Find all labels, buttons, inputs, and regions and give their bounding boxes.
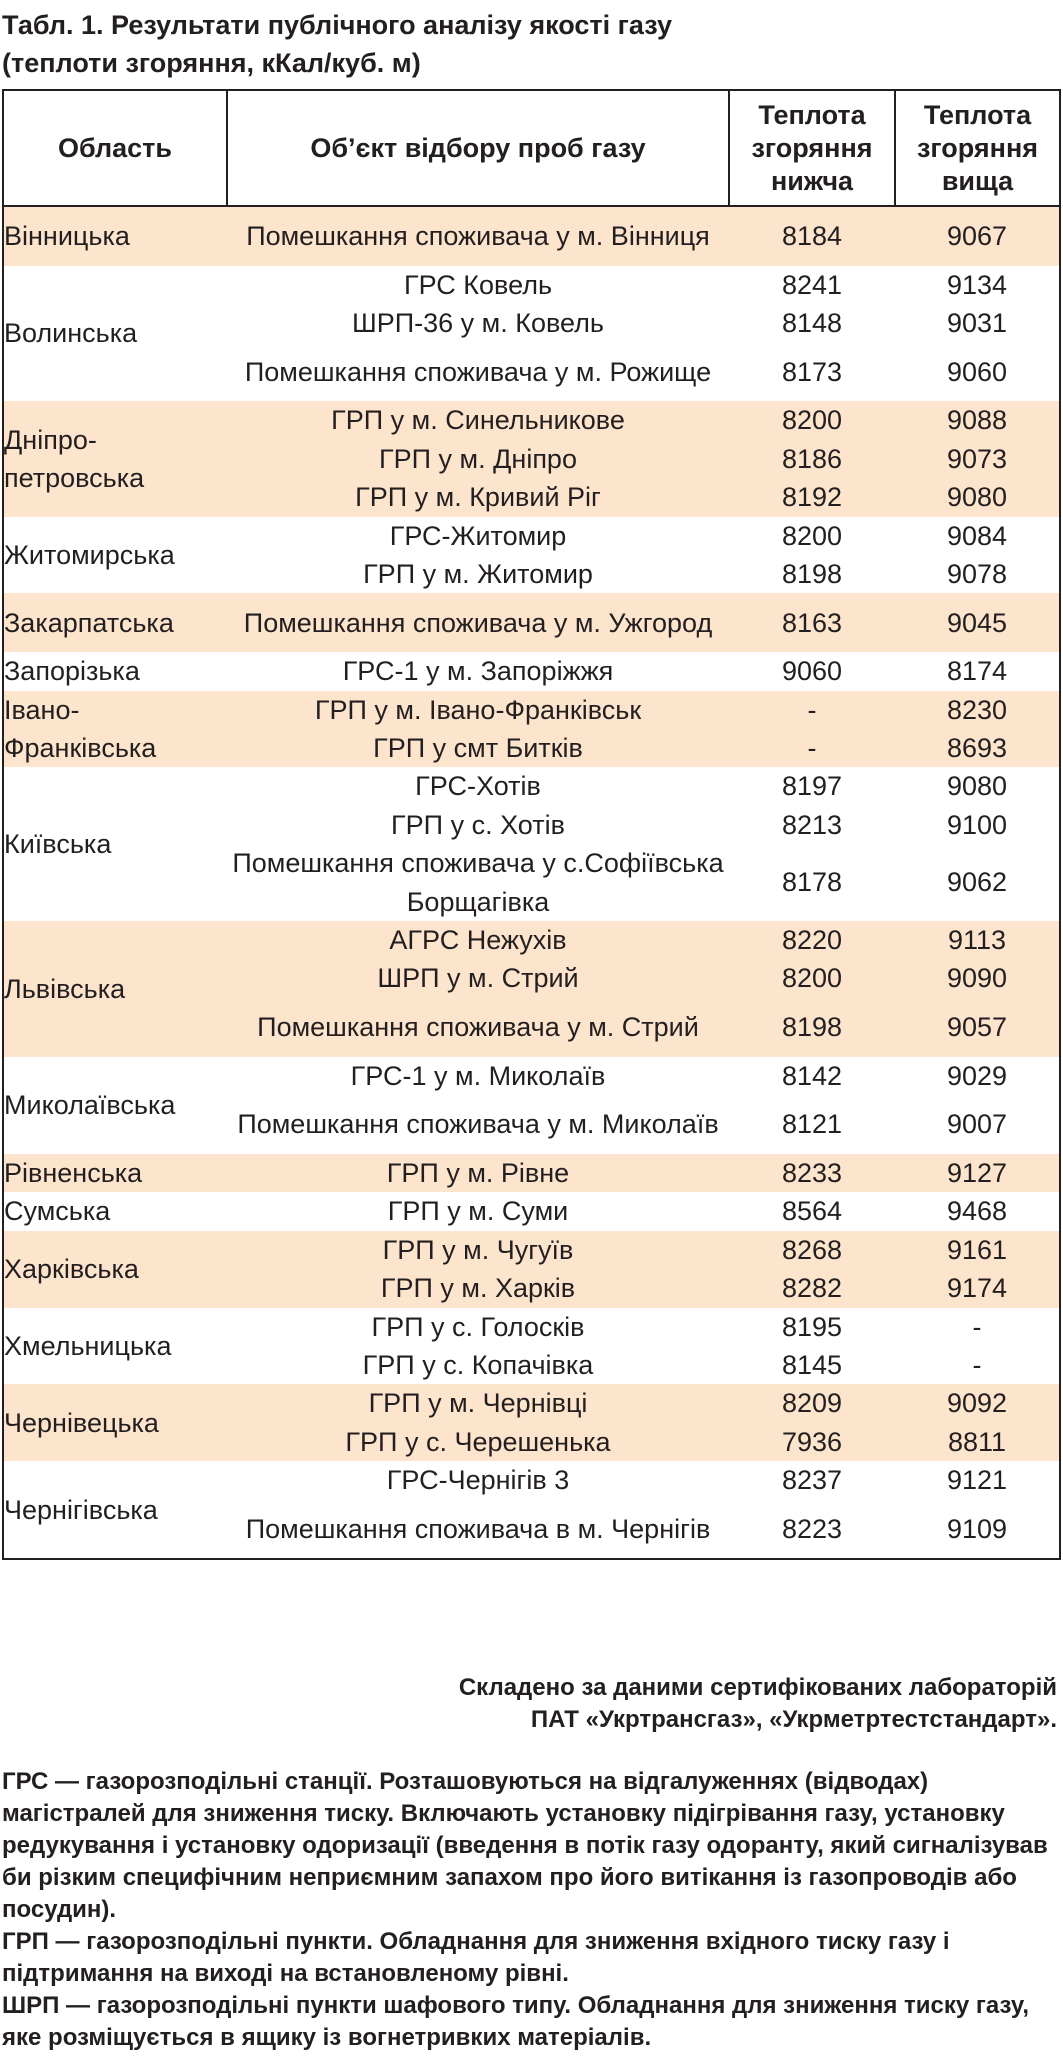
site-cell: ГРП у м. Чернівці — [227, 1384, 729, 1422]
site-cell: ШРП-36 у м. Ковель — [352, 308, 604, 339]
site-cell: ГРП у с. Голосків — [371, 1311, 585, 1342]
high-heat-cell: 9080 — [895, 478, 1060, 516]
low-heat-cell: 9060 — [781, 656, 843, 687]
low-heat-cell: 8282 — [729, 1269, 895, 1307]
low-heat-cell: 7936 — [729, 1423, 895, 1461]
site-cell: ГРП у м. Кривий Ріг — [227, 478, 729, 516]
region-cell: Вінницька — [3, 206, 227, 266]
high-heat-cell: 9100 — [946, 809, 1008, 840]
low-heat-cell: 8186 — [729, 440, 895, 478]
high-heat-cell: 9134 — [946, 269, 1008, 300]
header-region: Область — [3, 90, 227, 206]
site-cell: Помешкання споживача у м. Стрий — [227, 998, 729, 1057]
region-cell: Івано-Франківська — [3, 691, 227, 768]
low-heat-cell: 8148 — [781, 308, 843, 339]
site-cell: ГРП у м. Суми — [387, 1196, 569, 1227]
site-cell: ГРП у м. Чугуїв — [227, 1231, 729, 1269]
table-title — [2, 6, 1052, 82]
site-cell: Помешкання споживача в м. Чернігів — [245, 1513, 711, 1544]
site-cell: ГРС-Чернігів 3 — [386, 1465, 570, 1496]
site-cell: АГРС Нежухів — [227, 921, 729, 959]
high-heat-cell: 9045 — [895, 593, 1060, 652]
source-line-2: ПАТ «Укртрансгаз», «Укрметртестстандарт». — [530, 1706, 1057, 1733]
table-row — [3, 767, 1060, 805]
site-cell: ГРП у м. Синельникове — [227, 401, 729, 439]
low-heat-cell: 8197 — [781, 771, 843, 802]
low-heat-cell: 8163 — [729, 593, 895, 652]
table-row — [3, 517, 1060, 555]
high-heat-cell: 9174 — [895, 1269, 1060, 1307]
header-low-heat: Теплота згоряння нижча — [729, 90, 895, 206]
high-heat-cell: 9067 — [895, 206, 1060, 266]
site-cell: ГРП у смт Битків — [227, 729, 729, 767]
table-row — [3, 266, 1060, 304]
high-heat-cell: 9057 — [895, 998, 1060, 1057]
low-heat-cell: 8237 — [781, 1465, 843, 1496]
site-cell: ГРС-1 у м. Запоріжжя — [342, 656, 614, 687]
table-row — [3, 1231, 1060, 1269]
low-heat-cell: 8200 — [781, 520, 843, 551]
region-cell: Запорізька — [4, 656, 140, 687]
site-cell: ГРС-Хотів — [415, 771, 541, 802]
high-heat-cell: 9090 — [895, 959, 1060, 997]
low-heat-cell: 8268 — [729, 1231, 895, 1269]
low-heat-cell: - — [729, 729, 895, 767]
high-heat-cell: 9031 — [946, 308, 1008, 339]
high-heat-cell: 9161 — [895, 1231, 1060, 1269]
title-line-2: (теплоти згоряння, кКал/куб. м) — [2, 48, 421, 78]
table-body — [3, 206, 1060, 1559]
note-grs: ГРС — газорозподільні станції. Розташовуються на відгалуженнях (відводах) магістралей для зниження тиску. Включають установку підігрівання газу, установку редукування і установку одоризації (введення в потік газу одоранту, який сигналізував би різким специфічним неприємним запахом про його витікання із газопроводів або посудин). — [2, 1768, 1048, 1923]
high-heat-cell: 8174 — [946, 656, 1008, 687]
high-heat-cell: 9060 — [946, 356, 1008, 387]
table-row — [3, 401, 1060, 439]
region-cell: Миколаївська — [4, 1090, 176, 1121]
high-heat-cell: 9109 — [946, 1513, 1008, 1544]
low-heat-cell: 8198 — [781, 559, 843, 590]
site-cell: Помешкання споживача у с.Софіївська Борщагівка — [232, 848, 724, 917]
region-cell: Чернівецька — [3, 1384, 227, 1461]
region-cell: Волинська — [4, 318, 138, 349]
site-cell: ГРП у м. Харків — [227, 1269, 729, 1307]
high-heat-cell: 9468 — [946, 1196, 1008, 1227]
high-heat-cell: 9092 — [895, 1384, 1060, 1422]
region-cell: Житомирська — [4, 539, 175, 570]
site-cell: ГРП у с. Хотів — [391, 809, 565, 840]
region-cell: Рівненська — [3, 1154, 227, 1192]
high-heat-cell: 9029 — [946, 1060, 1008, 1091]
low-heat-cell: 8223 — [781, 1513, 843, 1544]
note-shrp: ШРП — газорозподільні пункти шафового типу. Обладнання для зниження тиску газу, яке розміщується в ящику із вогнетривких матеріалів. — [2, 1992, 1030, 2051]
source-note — [0, 1672, 1057, 1736]
site-cell: ГРП у с. Черешенька — [227, 1423, 729, 1461]
header-site: Об’єкт відбору проб газу — [227, 90, 729, 206]
low-heat-cell: 8184 — [729, 206, 895, 266]
site-cell: ГРС-Житомир — [389, 520, 567, 551]
region-cell: Дніпро-петровська — [3, 401, 227, 516]
low-heat-cell: 8220 — [729, 921, 895, 959]
low-heat-cell: 8564 — [781, 1196, 843, 1227]
high-heat-cell: 9078 — [946, 559, 1008, 590]
abbreviation-notes — [2, 1766, 1060, 2054]
low-heat-cell: 8178 — [781, 867, 843, 898]
site-cell: Помешкання споживача у м. Рожище — [244, 356, 712, 387]
site-cell: Помешкання споживача у м. Миколаїв — [237, 1109, 719, 1140]
region-cell: Київська — [4, 829, 112, 860]
site-cell: ГРП у м. Івано-Франківськ — [227, 691, 729, 729]
table-row — [3, 1461, 1060, 1499]
high-heat-cell: - — [972, 1349, 982, 1380]
table-row — [3, 1192, 1060, 1230]
note-grp: ГРП — газорозподільні пункти. Обладнання для зниження вхідного тиску газу і підтримання на виході на встановленому рівні. — [2, 1928, 950, 1987]
high-heat-cell: 9080 — [946, 771, 1008, 802]
high-heat-cell: 9073 — [895, 440, 1060, 478]
table-row — [3, 1057, 1060, 1095]
gas-quality-table — [2, 89, 1061, 1560]
low-heat-cell: 8200 — [729, 959, 895, 997]
title-line-1: Табл. 1. Результати публічного аналізу якості газу — [2, 10, 672, 40]
site-cell: ГРП у м. Дніпро — [227, 440, 729, 478]
high-heat-cell: 9121 — [946, 1465, 1008, 1496]
region-cell: Сумська — [4, 1196, 111, 1227]
region-cell: Хмельницька — [4, 1330, 172, 1361]
high-heat-cell: 9113 — [895, 921, 1060, 959]
region-cell: Харківська — [3, 1231, 227, 1308]
high-heat-cell: 9062 — [946, 867, 1008, 898]
table-row — [3, 593, 1060, 652]
table-row — [3, 1384, 1060, 1422]
high-heat-cell: 9088 — [895, 401, 1060, 439]
high-heat-cell: 8230 — [895, 691, 1060, 729]
low-heat-cell: 8192 — [729, 478, 895, 516]
site-cell: ГРП у м. Рівне — [227, 1154, 729, 1192]
low-heat-cell: 8142 — [781, 1060, 843, 1091]
header-high-heat: Теплота згоряння вища — [895, 90, 1060, 206]
low-heat-cell: 8213 — [781, 809, 843, 840]
high-heat-cell: 8811 — [895, 1423, 1060, 1461]
site-cell: ШРП у м. Стрий — [227, 959, 729, 997]
site-cell: ГРП у с. Копачівка — [362, 1349, 594, 1380]
low-heat-cell: 8209 — [729, 1384, 895, 1422]
region-cell: Львівська — [3, 921, 227, 1057]
site-cell: ГРС-1 у м. Миколаїв — [350, 1060, 606, 1091]
table-row — [3, 206, 1060, 266]
table-row — [3, 652, 1060, 690]
table-row — [3, 1308, 1060, 1346]
table-row — [3, 691, 1060, 729]
low-heat-cell: 8173 — [781, 356, 843, 387]
low-heat-cell: - — [729, 691, 895, 729]
high-heat-cell: - — [972, 1311, 982, 1342]
low-heat-cell: 8121 — [781, 1109, 843, 1140]
source-line-1: Складено за даними сертифікованих лабораторій — [458, 1674, 1057, 1701]
region-cell: Закарпатська — [3, 593, 227, 652]
table-row — [3, 921, 1060, 959]
site-cell: Помешкання споживача у м. Ужгород — [227, 593, 729, 652]
high-heat-cell: 9127 — [895, 1154, 1060, 1192]
region-cell: Чернігівська — [4, 1494, 158, 1525]
high-heat-cell: 8693 — [895, 729, 1060, 767]
high-heat-cell: 9084 — [946, 520, 1008, 551]
low-heat-cell: 8233 — [729, 1154, 895, 1192]
site-cell: ГРП у м. Житомир — [363, 559, 593, 590]
low-heat-cell: 8200 — [729, 401, 895, 439]
low-heat-cell: 8195 — [781, 1311, 843, 1342]
low-heat-cell: 8241 — [781, 269, 843, 300]
low-heat-cell: 8145 — [781, 1349, 843, 1380]
site-cell: Помешкання споживача у м. Вінниця — [227, 206, 729, 266]
site-cell: ГРС Ковель — [403, 269, 553, 300]
table-row — [3, 1154, 1060, 1192]
high-heat-cell: 9007 — [946, 1109, 1008, 1140]
low-heat-cell: 8198 — [729, 998, 895, 1057]
table-header-row — [3, 90, 1060, 206]
